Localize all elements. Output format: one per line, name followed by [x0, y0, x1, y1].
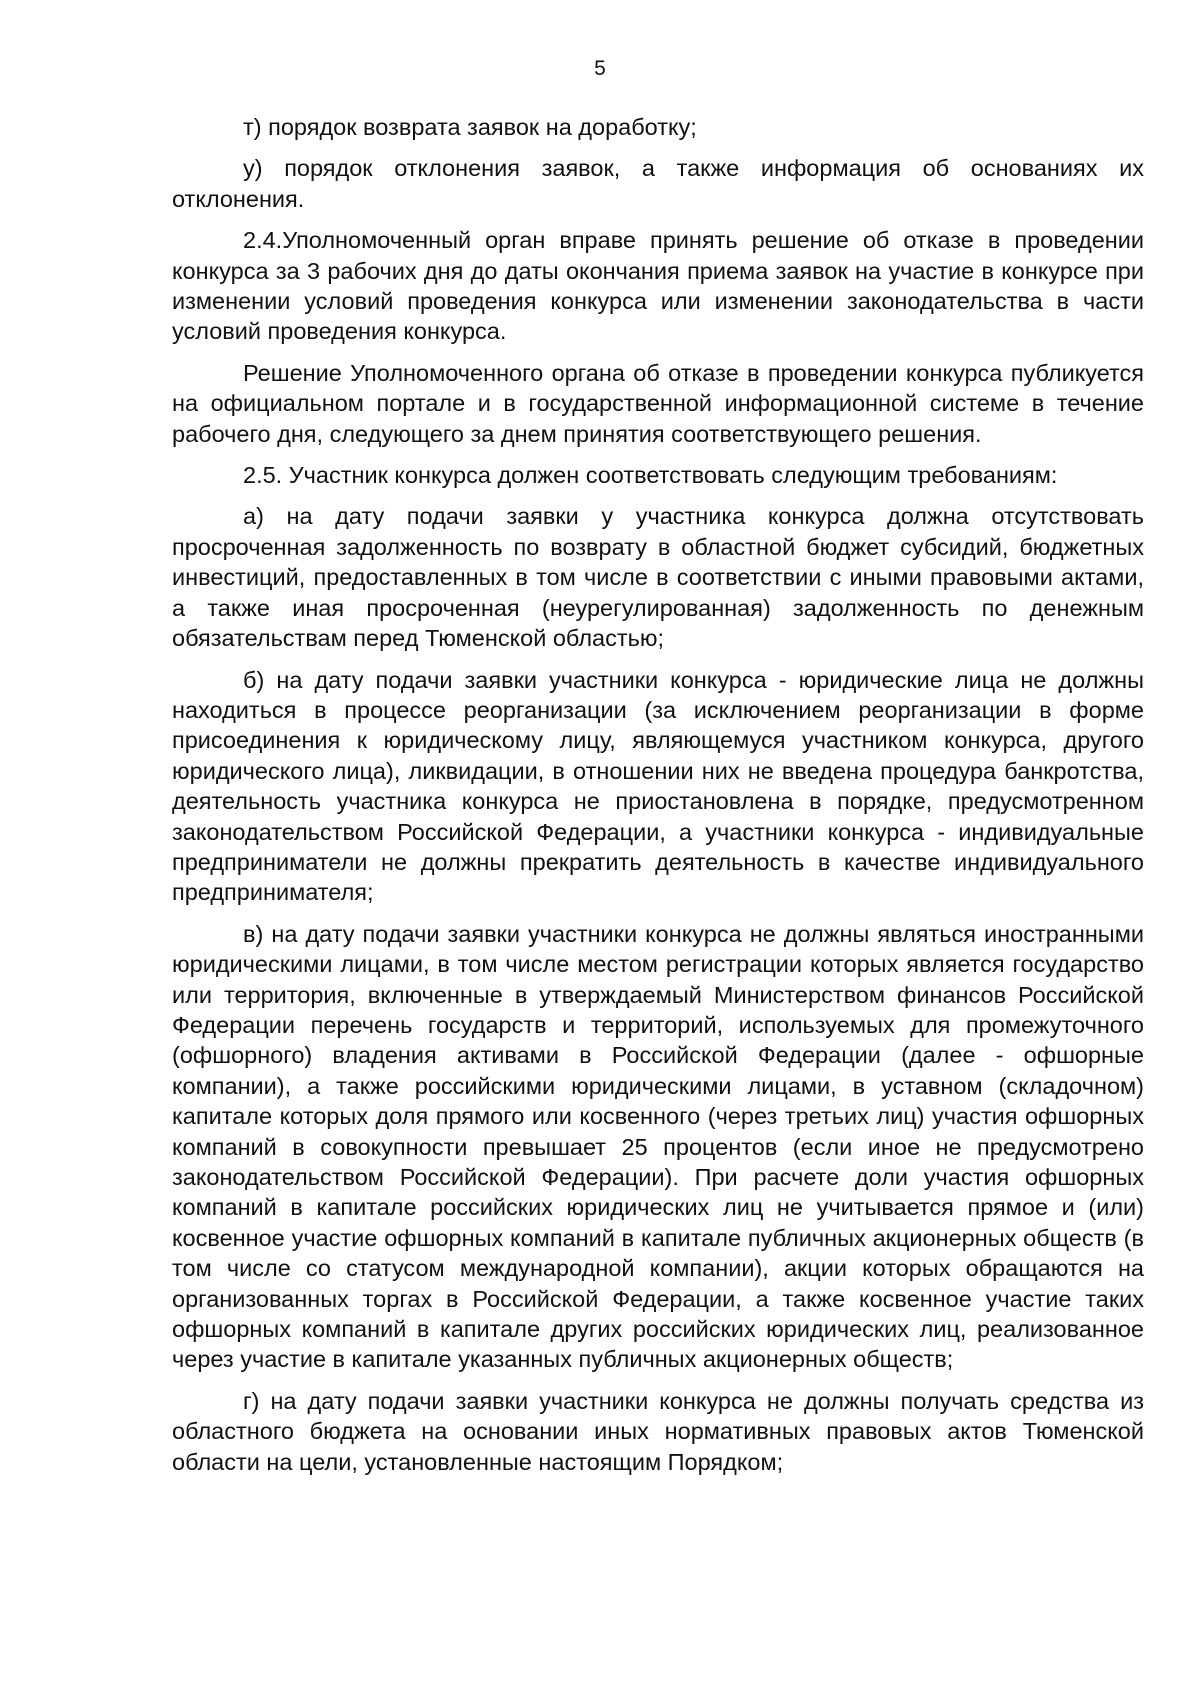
paragraph-item-u: у) порядок отклонения заявок, а также информация об основаниях их отклонения. [172, 155, 1144, 212]
paragraph-requirement-a: а) на дату подачи заявки у участника конкурса должна отсутствовать просроченная задолженность по возврату в областной бюджет субсидий, бюджетных инвестиций, предоставленных в том числе в соответствии с иными правовыми актами, а также иная просроченная (неурегулированная) задолженность по денежным обязательствам перед Тюменской областью; [172, 503, 1144, 652]
paragraph-decision-publication: Решение Уполномоченного органа об отказе в проведении конкурса публикуется на официальном портале и в государственной информационной системе в течение рабочего дня, следующего за днем принятия соответствующего решения. [172, 359, 1144, 447]
page-number: 5 [594, 57, 606, 80]
paragraph-requirement-v: в) на дату подачи заявки участники конкурса не должны являться иностранными юридическими лицами, в том числе местом регистрации которых является государство или территория, включенные в утверждаемый Министерством финансов Российской Федерации перечень государств и территорий, используемых для промежуточного (офшорного) владения активами в Российской Федерации (далее - офшорные компании), а также российскими юридическими лицами, в уставном (складочном) капитале которых доля прямого или косвенного (через третьих лиц) участия офшорных компаний в совокупности превышает 25 процентов (если иное не предусмотрено законодательством Российской Федерации). При расчете доли участия офшорных компаний в капитале российских юридических лиц не учитывается прямое и (или) косвенное участие офшорных компаний в капитале публичных акционерных обществ (в том числе со статусом международной компании), акции которых обращаются на организованных торгах в Российской Федерации, а также косвенное участие таких офшорных компаний в капитале других российских юридических лиц, реализованное через участие в капитале указанных публичных акционерных обществ; [172, 920, 1144, 1373]
paragraph-clause-2-4: 2.4.Уполномоченный орган вправе принять решение об отказе в проведении конкурса за 3 рабочих дня до даты окончания приема заявок на участие в конкурсе при изменении условий проведения конкурса или изменении законодательства в части условий проведения конкурса. [172, 227, 1144, 345]
paragraph-clause-2-5: 2.5. Участник конкурса должен соответствовать следующим требованиям: [243, 462, 1058, 489]
paragraph-requirement-b: б) на дату подачи заявки участники конкурса - юридические лица не должны находиться в процессе реорганизации (за исключением реорганизации в форме присоединения к юридическому лицу, являющемуся участником конкурса, другого юридического лица), ликвидации, в отношении них не введена процедура банкротства, деятельность участника конкурса не приостановлена в порядке, предусмотренном законодательством Российской Федерации, а участники конкурса - индивидуальные предприниматели не должны прекратить деятельность в качестве индивидуального предпринимателя; [172, 666, 1144, 906]
paragraph-requirement-g: г) на дату подачи заявки участники конкурса не должны получать средства из областного бюджета на основании иных нормативных правовых актов Тюменской области на цели, установленные настоящим Порядком; [172, 1387, 1144, 1475]
document-body [172, 112, 1144, 1477]
paragraph-item-t: т) порядок возврата заявок на доработку; [243, 114, 697, 140]
